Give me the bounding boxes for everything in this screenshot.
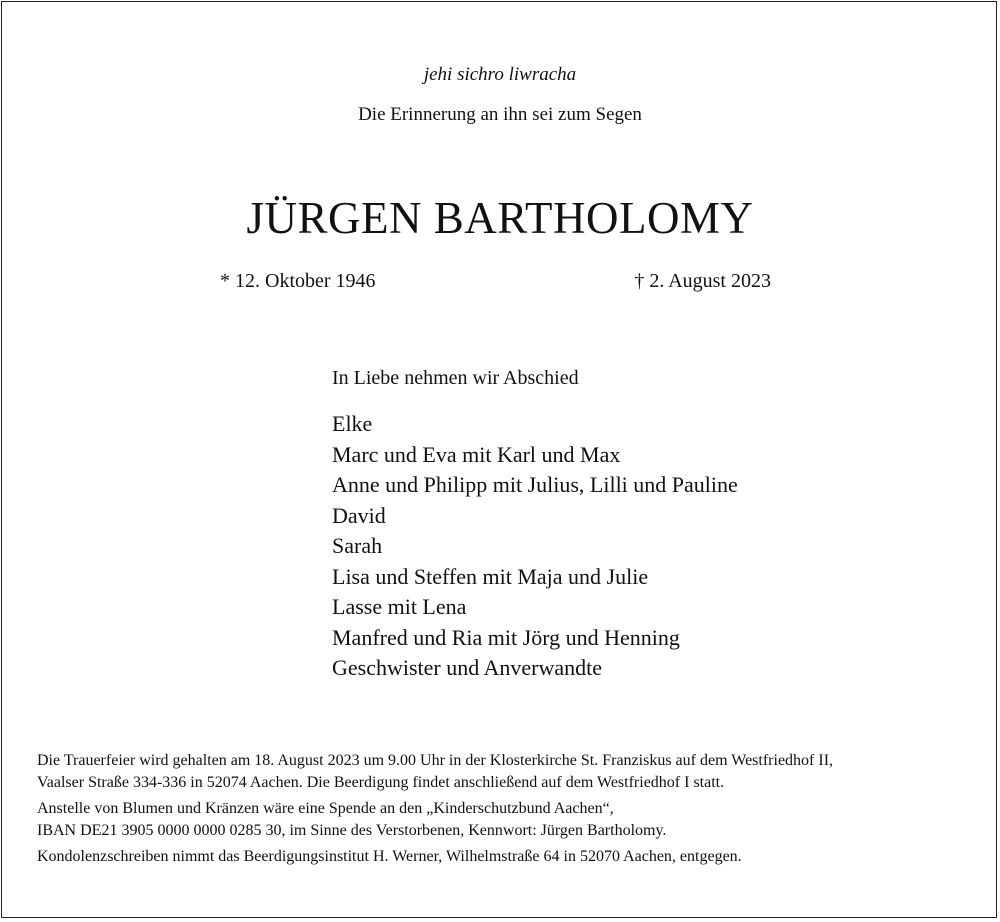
farewell-line: In Liebe nehmen wir Abschied xyxy=(332,367,579,389)
mourner-name: David xyxy=(332,502,386,528)
ceremony-line: Vaalser Straße 334-336 in 52074 Aachen. Die Beerdigung findet anschließend auf dem Westfriedhof I statt. xyxy=(37,773,725,791)
blessing-translation: Die Erinnerung an ihn sei zum Segen xyxy=(358,104,642,125)
mourner-name: Anne und Philipp mit Julius, Lilli und Pauline xyxy=(332,472,738,497)
mourner-name: Geschwister und Anverwandte xyxy=(332,655,603,680)
mourner-name: Manfred und Ria mit Jörg und Henning xyxy=(332,624,680,650)
ceremony-line: Die Trauerfeier wird gehalten am 18. August 2023 um 9.00 Uhr in der Klosterkirche St. Franziskus auf dem Westfriedhof II, xyxy=(37,752,834,769)
donation-info xyxy=(37,798,987,841)
ceremony-info xyxy=(37,750,987,793)
mourner-name: Lisa und Steffen mit Maja und Julie xyxy=(332,563,649,589)
death-date: † 2. August 2023 xyxy=(634,270,771,292)
mourner-name: Marc und Eva mit Karl und Max xyxy=(332,441,621,467)
hebrew-blessing: jehi sichro liwracha xyxy=(423,64,577,85)
mourner-name: Lasse mit Lena xyxy=(332,594,467,619)
mourner-name: Elke xyxy=(332,411,373,436)
condolence-line: Kondolenzschreiben nimmt das Beerdigungsinstitut H. Werner, Wilhelmstraße 64 in 52070 Aachen, entgegen. xyxy=(37,848,742,865)
funeral-details xyxy=(37,750,987,868)
mourner-name: Sarah xyxy=(332,533,383,558)
donation-line: Anstelle von Blumen und Kränzen wäre eine Spende an den „Kinderschutzbund Aachen“, xyxy=(37,800,614,817)
condolence-info xyxy=(37,846,987,868)
donation-line: IBAN DE21 3905 0000 0000 0285 30, im Sinne des Verstorbenen, Kennwort: Jürgen Bartholomy. xyxy=(37,821,667,839)
birth-date: * 12. Oktober 1946 xyxy=(220,270,376,292)
mourners-list xyxy=(332,409,738,684)
deceased-name: JÜRGEN BARTHOLOMY xyxy=(246,193,754,243)
